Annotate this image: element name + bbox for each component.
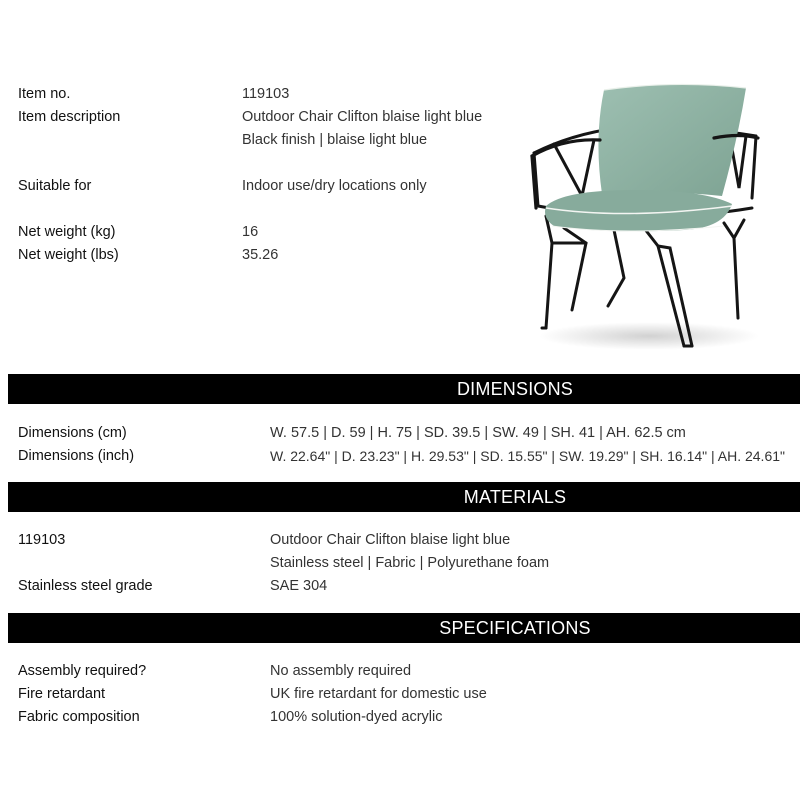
net-weight-kg-value: 16 bbox=[242, 224, 259, 240]
item-description-line1: Outdoor Chair Clifton blaise light blue bbox=[242, 109, 483, 125]
net-weight-lbs-value: 35.26 bbox=[242, 247, 279, 263]
materials-line2: Stainless steel | Fabric | Polyurethane foam bbox=[270, 555, 550, 571]
specifications-header bbox=[8, 613, 800, 643]
dimensions-cm-value: W. 57.5 | D. 59 | H. 75 | SD. 39.5 | SW. 49 | SH. 41 | AH. 62.5 cm bbox=[270, 425, 686, 441]
materials-header bbox=[8, 482, 800, 512]
materials-line1: Outdoor Chair Clifton blaise light blue bbox=[270, 532, 511, 548]
specifications-title: SPECIFICATIONS bbox=[439, 617, 591, 638]
fabric-composition-value: 100% solution-dyed acrylic bbox=[270, 709, 443, 725]
item-no-label: Item no. bbox=[18, 86, 71, 102]
dimensions-title: DIMENSIONS bbox=[456, 378, 573, 399]
materials-title: MATERIALS bbox=[463, 486, 567, 507]
stainless-steel-grade-value: SAE 304 bbox=[270, 578, 328, 594]
dimensions-inch-label: Dimensions (inch) bbox=[18, 448, 135, 464]
dimensions-cm-label: Dimensions (cm) bbox=[18, 425, 127, 441]
net-weight-kg-label: Net weight (kg) bbox=[18, 224, 116, 240]
dimensions-header bbox=[8, 374, 800, 404]
fabric-composition-label: Fabric composition bbox=[18, 709, 140, 725]
materials-code-label: 119103 bbox=[18, 532, 66, 548]
dimensions-inch-value: W. 22.64" | D. 23.23" | H. 29.53" | SD. 15.55" | SW. 19.29" | SH. 16.14" | AH. 24.61" bbox=[270, 448, 785, 464]
assembly-required-value: No assembly required bbox=[270, 663, 412, 679]
suitable-for-value: Indoor use/dry locations only bbox=[242, 178, 427, 194]
stainless-steel-grade-label: Stainless steel grade bbox=[18, 578, 153, 594]
item-description-label: Item description bbox=[18, 109, 121, 125]
suitable-for-label: Suitable for bbox=[18, 178, 92, 194]
fire-retardant-label: Fire retardant bbox=[18, 686, 106, 702]
fire-retardant-value: UK fire retardant for domestic use bbox=[270, 686, 487, 702]
chair-product-image bbox=[524, 78, 764, 356]
net-weight-lbs-label: Net weight (lbs) bbox=[18, 247, 119, 263]
item-description-line2: Black finish | blaise light blue bbox=[242, 132, 428, 148]
assembly-required-label: Assembly required? bbox=[18, 663, 147, 679]
item-no-value: 119103 bbox=[242, 86, 290, 102]
